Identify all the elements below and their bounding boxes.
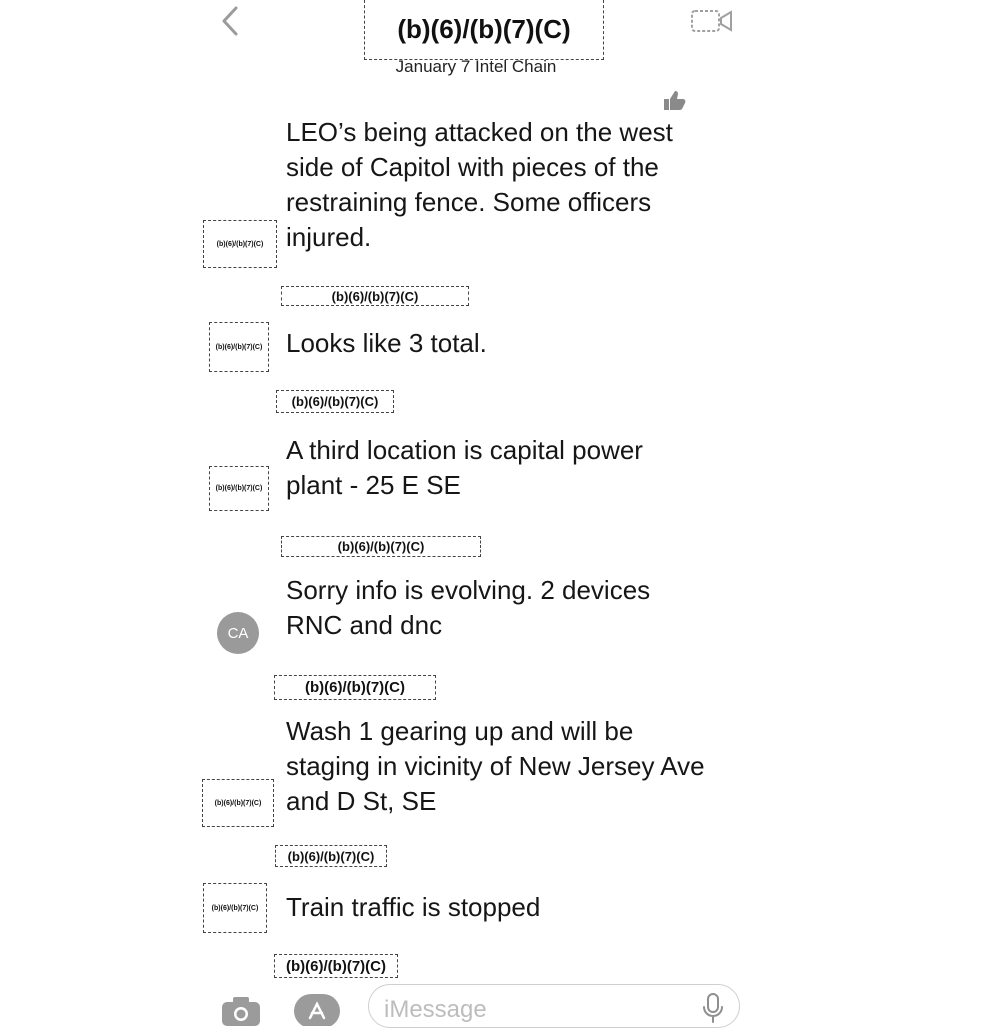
sender-avatar: (b)(6)/(b)(7)(C) xyxy=(209,322,269,372)
message-text: Wash 1 gearing up and will be staging in vicinity of New Jersey Ave and D St, SE xyxy=(286,716,705,816)
sender-avatar: (b)(6)/(b)(7)(C) xyxy=(203,883,267,933)
sender-avatar: (b)(6)/(b)(7)(C) xyxy=(203,220,277,268)
sender-name: (b)(6)/(b)(7)(C) xyxy=(281,536,481,557)
conversation-subtitle: January 7 Intel Chain xyxy=(395,57,557,76)
message-text: Sorry info is evolving. 2 devices RNC and dnc xyxy=(286,575,651,640)
contact-avatar: CA xyxy=(217,612,259,654)
video-camera-icon[interactable] xyxy=(690,8,734,34)
back-chevron-icon[interactable] xyxy=(216,4,246,38)
thumbs-up-icon xyxy=(660,88,688,112)
sender-avatar: (b)(6)/(b)(7)(C) xyxy=(209,466,269,511)
sender-name: (b)(6)/(b)(7)(C) xyxy=(275,845,387,867)
app-store-icon[interactable] xyxy=(292,992,342,1026)
message-text: LEO’s being attacked on the west side of Capitol with pieces of the restraining fence. Some officers injured. xyxy=(286,117,673,252)
message-text: Looks like 3 total. xyxy=(286,328,487,358)
sender-name: (b)(6)/(b)(7)(C) xyxy=(276,390,394,413)
microphone-icon[interactable] xyxy=(700,992,726,1024)
conversation-title: (b)(6)/(b)(7)(C) xyxy=(364,0,604,60)
message-text: A third location is capital power plant - 25 E SE xyxy=(286,435,643,500)
message-text: Train traffic is stopped xyxy=(286,892,541,922)
sender-avatar: (b)(6)/(b)(7)(C) xyxy=(202,779,274,827)
sender-name: (b)(6)/(b)(7)(C) xyxy=(274,954,398,978)
message-input-placeholder: iMessage xyxy=(384,996,487,1023)
sender-name: (b)(6)/(b)(7)(C) xyxy=(274,675,436,700)
camera-icon[interactable] xyxy=(220,994,262,1026)
sender-name: (b)(6)/(b)(7)(C) xyxy=(281,286,469,306)
